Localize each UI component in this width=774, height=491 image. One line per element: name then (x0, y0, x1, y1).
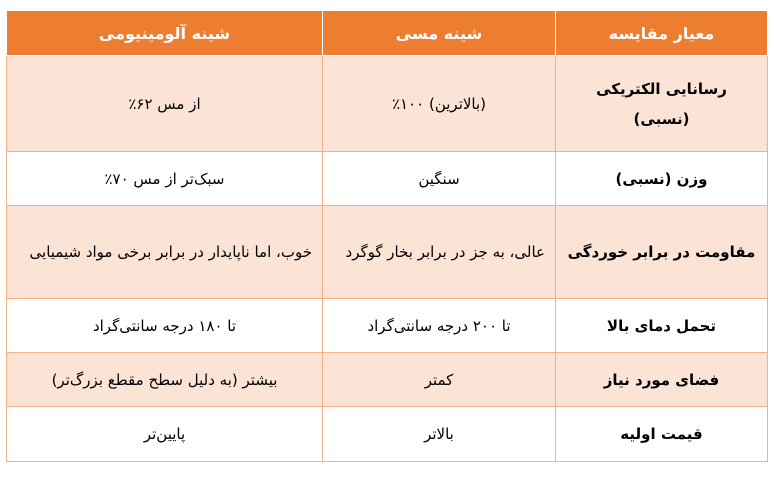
header-criteria: معیار مقایسه (556, 11, 768, 56)
row-copper-value: (بالاترین) ۱۰۰٪ (323, 56, 556, 152)
row-criteria: رسانایی الکتریکی (نسبی) (556, 56, 768, 152)
table-row (7, 299, 768, 353)
row-criteria: وزن (نسبی) (556, 152, 768, 206)
row-aluminum-value: از مس ۶۲٪ (7, 56, 323, 152)
row-copper-value: عالی، به جز در برابر بخار گوگرد (323, 206, 556, 299)
table-row (7, 152, 768, 206)
table-row (7, 56, 768, 152)
row-aluminum-value: پایین‌تر (7, 407, 323, 462)
row-criteria: مقاومت در برابر خوردگی (556, 206, 768, 299)
header-copper: شینه مسی (323, 11, 556, 56)
row-copper-value: کمتر (323, 353, 556, 407)
busbar-comparison-table (6, 10, 768, 462)
row-copper-value: تا ۲۰۰ درجه سانتی‌گراد (323, 299, 556, 353)
row-copper-value: بالاتر (323, 407, 556, 462)
table-row (7, 407, 768, 462)
table-row (7, 206, 768, 299)
row-criteria: فضای مورد نیاز (556, 353, 768, 407)
row-aluminum-value: تا ۱۸۰ درجه سانتی‌گراد (7, 299, 323, 353)
row-aluminum-value: سبک‌تر از مس ۷۰٪ (7, 152, 323, 206)
row-copper-value: سنگین (323, 152, 556, 206)
table-header-row (7, 11, 768, 56)
comparison-table-container (6, 10, 767, 462)
table-row (7, 353, 768, 407)
row-aluminum-value: خوب، اما ناپایدار در برابر برخی مواد شیمیایی (7, 206, 323, 299)
row-criteria: قیمت اولیه (556, 407, 768, 462)
row-aluminum-value: بیشتر (به دلیل سطح مقطع بزرگ‌تر) (7, 353, 323, 407)
row-criteria: تحمل دمای بالا (556, 299, 768, 353)
header-aluminum: شینه آلومینیومی (7, 11, 323, 56)
